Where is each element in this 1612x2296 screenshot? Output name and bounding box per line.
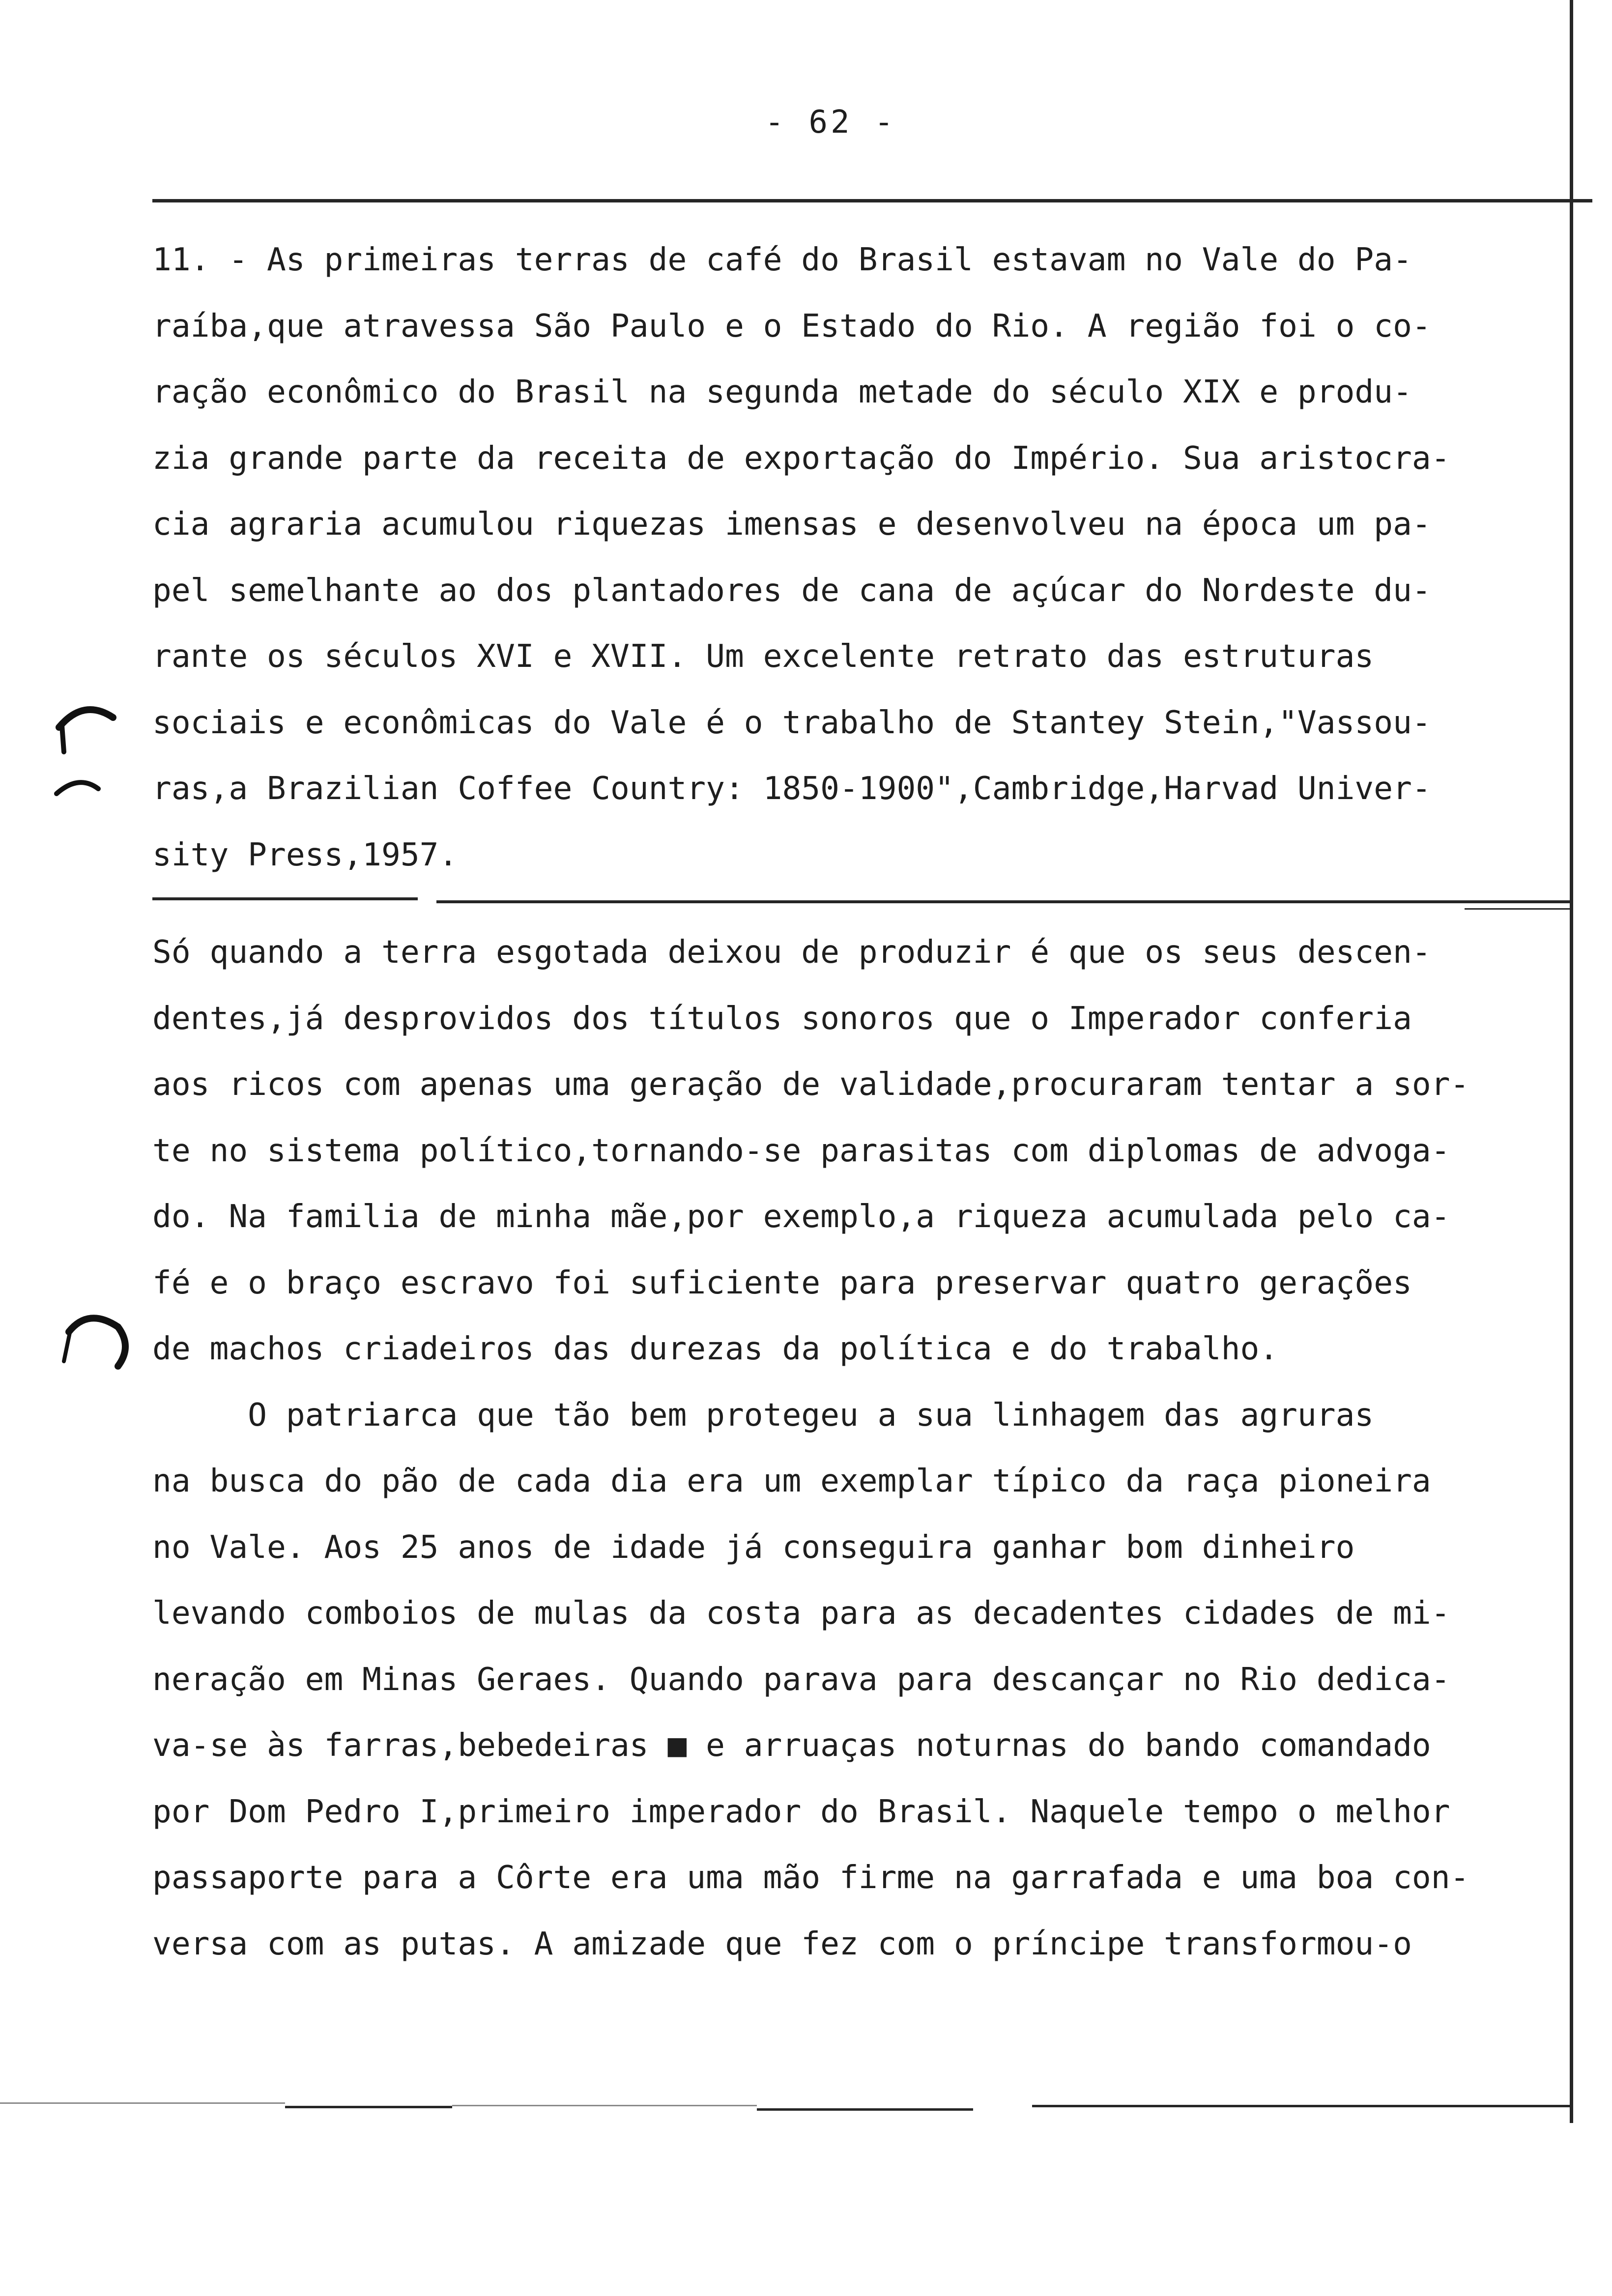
footnote-end-rule (152, 897, 418, 900)
footnote-line: raíba,que atravessa São Paulo e o Estado do Rio. A região foi o co- (152, 307, 1431, 344)
body-line: no Vale. Aos 25 anos de idade já conseguira ganhar bom dinheiro (152, 1528, 1355, 1566)
body-line: fé e o braço escravo foi suficiente para preservar quatro gerações (152, 1264, 1412, 1301)
body-line: levando comboios de mulas da costa para as decadentes cidades de mi- (152, 1595, 1450, 1632)
footnote-end-rule (436, 900, 1572, 903)
body-line: por Dom Pedro I,primeiro imperador do Brasil. Naquele tempo o melhor (152, 1793, 1450, 1830)
page-number: - 62 - (765, 104, 896, 141)
body-line: versa com as putas. A amizade que fez com o príncipe transformou-o (152, 1925, 1412, 1962)
footnote-11 (152, 227, 1568, 888)
footnote-line: zia grande parte da receita de exportação do Império. Sua aristocra- (152, 439, 1450, 477)
footnote-line: sociais e econômicas do Vale é o trabalho de Stantey Stein,"Vassou- (152, 704, 1431, 741)
body-line: te no sistema político,tornando-se parasitas com diplomas de advoga- (152, 1132, 1450, 1169)
body-text (152, 919, 1568, 1977)
bottom-rule (285, 2106, 452, 2108)
bottom-rule (0, 2102, 285, 2104)
margin-mark (57, 782, 98, 794)
footnote-line: pel semelhante ao dos plantadores de cana de açúcar do Nordeste du- (152, 572, 1431, 609)
margin-mark (64, 1333, 70, 1361)
body-line: na busca do pão de cada dia era um exemplar típico da raça pioneira (152, 1463, 1431, 1499)
margin-mark (69, 1318, 125, 1366)
footnote-line: sity Press,1957. (152, 836, 458, 873)
body-line: dentes,já desprovidos dos títulos sonoros que o Imperador conferia (152, 1000, 1412, 1037)
body-line: Só quando a terra esgotada deixou de produzir é que os seus descen- (152, 934, 1431, 971)
vertical-margin-rule (1570, 0, 1573, 2123)
handwritten-bracket-mark (59, 1297, 147, 1386)
top-rule (152, 199, 1592, 202)
bottom-rule (452, 2105, 757, 2106)
body-line: do. Na familia de minha mãe,por exemplo,a riqueza acumulada pelo ca- (152, 1198, 1450, 1235)
margin-mark (59, 710, 113, 727)
body-line: neração em Minas Geraes. Quando parava para descançar no Rio dedica- (152, 1661, 1450, 1698)
body-line: va-se às farras,bebedeiras ■ e arruaças noturnas do bando comandado (152, 1727, 1431, 1764)
footnote-line: cia agraria acumulou riquezas imensas e desenvolveu na época um pa- (152, 506, 1431, 543)
footnote-line: ração econômico do Brasil na segunda metade do século XIX e produ- (152, 373, 1412, 410)
footnote-end-rule (1465, 908, 1572, 910)
handwritten-bracket-marks (49, 688, 138, 816)
body-line: de machos criadeiros das durezas da política e do trabalho. (152, 1330, 1279, 1367)
bottom-rule (1032, 2105, 1572, 2107)
footnote-line: 11. - As primeiras terras de café do Brasil estavam no Vale do Pa- (152, 241, 1412, 278)
body-line: O patriarca que tão bem protegeu a sua linhagem das agruras (152, 1396, 1374, 1434)
footnote-line: ras,a Brazilian Coffee Country: 1850-1900",Cambridge,Harvad Univer- (152, 770, 1431, 807)
margin-mark (62, 725, 64, 752)
footnote-line: rante os séculos XVI e XVII. Um excelente retrato das estruturas (152, 638, 1374, 675)
body-line: aos ricos com apenas uma geração de validade,procuraram tentar a sor- (152, 1066, 1469, 1103)
body-line: passaporte para a Côrte era uma mão firme na garrafada e uma boa con- (152, 1859, 1469, 1896)
bottom-rule (757, 2108, 973, 2111)
